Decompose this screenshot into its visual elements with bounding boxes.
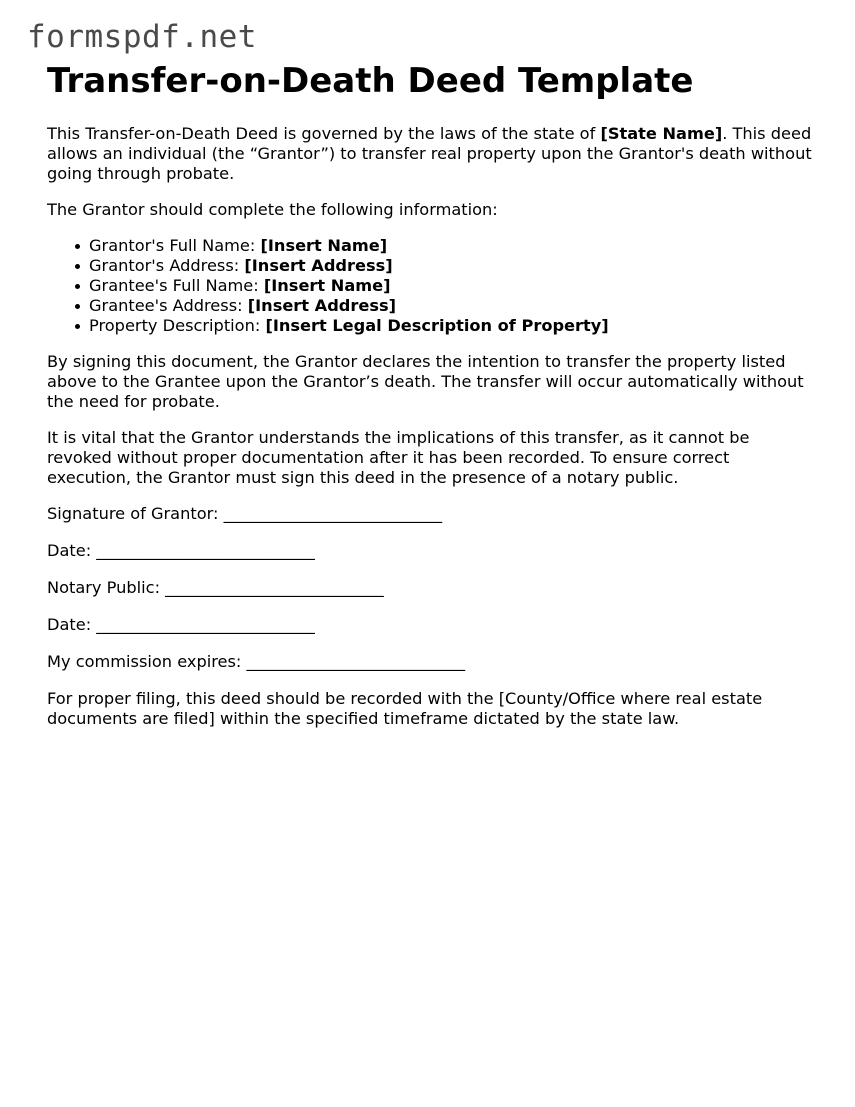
field-label: Grantor's Address: bbox=[89, 256, 245, 275]
field-placeholder: [Insert Address] bbox=[247, 296, 396, 315]
field-placeholder: [Insert Legal Description of Property] bbox=[265, 316, 609, 335]
document-page bbox=[47, 62, 817, 745]
field-label: Grantee's Full Name: bbox=[89, 276, 264, 295]
intro-paragraph bbox=[47, 124, 817, 184]
grantor-date-line: Date: ___________________________ bbox=[47, 541, 315, 560]
instructions-paragraph: The Grantor should complete the following information: bbox=[47, 200, 498, 219]
information-list bbox=[47, 236, 817, 336]
list-item-property-description bbox=[89, 316, 817, 336]
notary-date-line: Date: ___________________________ bbox=[47, 615, 315, 634]
page-title: Transfer-on-Death Deed Template bbox=[47, 61, 694, 101]
list-item-grantor-address bbox=[89, 256, 817, 276]
notary-public-line: Notary Public: ___________________________ bbox=[47, 578, 384, 597]
list-item-grantor-name bbox=[89, 236, 817, 256]
field-placeholder: [Insert Name] bbox=[260, 236, 388, 255]
site-watermark: formspdf.net bbox=[27, 19, 257, 55]
intro-text-before: This Transfer-on-Death Deed is governed by the laws of the state of bbox=[47, 124, 601, 143]
field-label: Property Description: bbox=[89, 316, 266, 335]
filing-paragraph: For proper filing, this deed should be recorded with the [County/Office where real estate documents are filed] within the specified timeframe dictated by the state law. bbox=[47, 689, 763, 728]
field-label: Grantee's Address: bbox=[89, 296, 248, 315]
commission-expires-line: My commission expires: ___________________________ bbox=[47, 652, 466, 671]
declaration-paragraph: By signing this document, the Grantor declares the intention to transfer the property listed above to the Grantee upon the Grantor’s death. The transfer will occur automatically without the need for probate. bbox=[47, 352, 804, 411]
implications-paragraph: It is vital that the Grantor understands the implications of this transfer, as it cannot be revoked without proper documentation after it has been recorded. To ensure correct execution, the Grantor must sign this deed in the presence of a notary public. bbox=[47, 428, 750, 487]
field-placeholder: [Insert Name] bbox=[263, 276, 391, 295]
list-item-grantee-address bbox=[89, 296, 817, 316]
intro-text-after: . This deed allows an individual (the “Grantor”) to transfer real property upon the Grantor's death without going through probate. bbox=[47, 124, 812, 183]
list-item-grantee-name bbox=[89, 276, 817, 296]
field-label: Grantor's Full Name: bbox=[89, 236, 261, 255]
field-placeholder: [Insert Address] bbox=[244, 256, 393, 275]
state-placeholder: [State Name] bbox=[600, 124, 723, 143]
grantor-signature-line: Signature of Grantor: ___________________________ bbox=[47, 504, 443, 523]
